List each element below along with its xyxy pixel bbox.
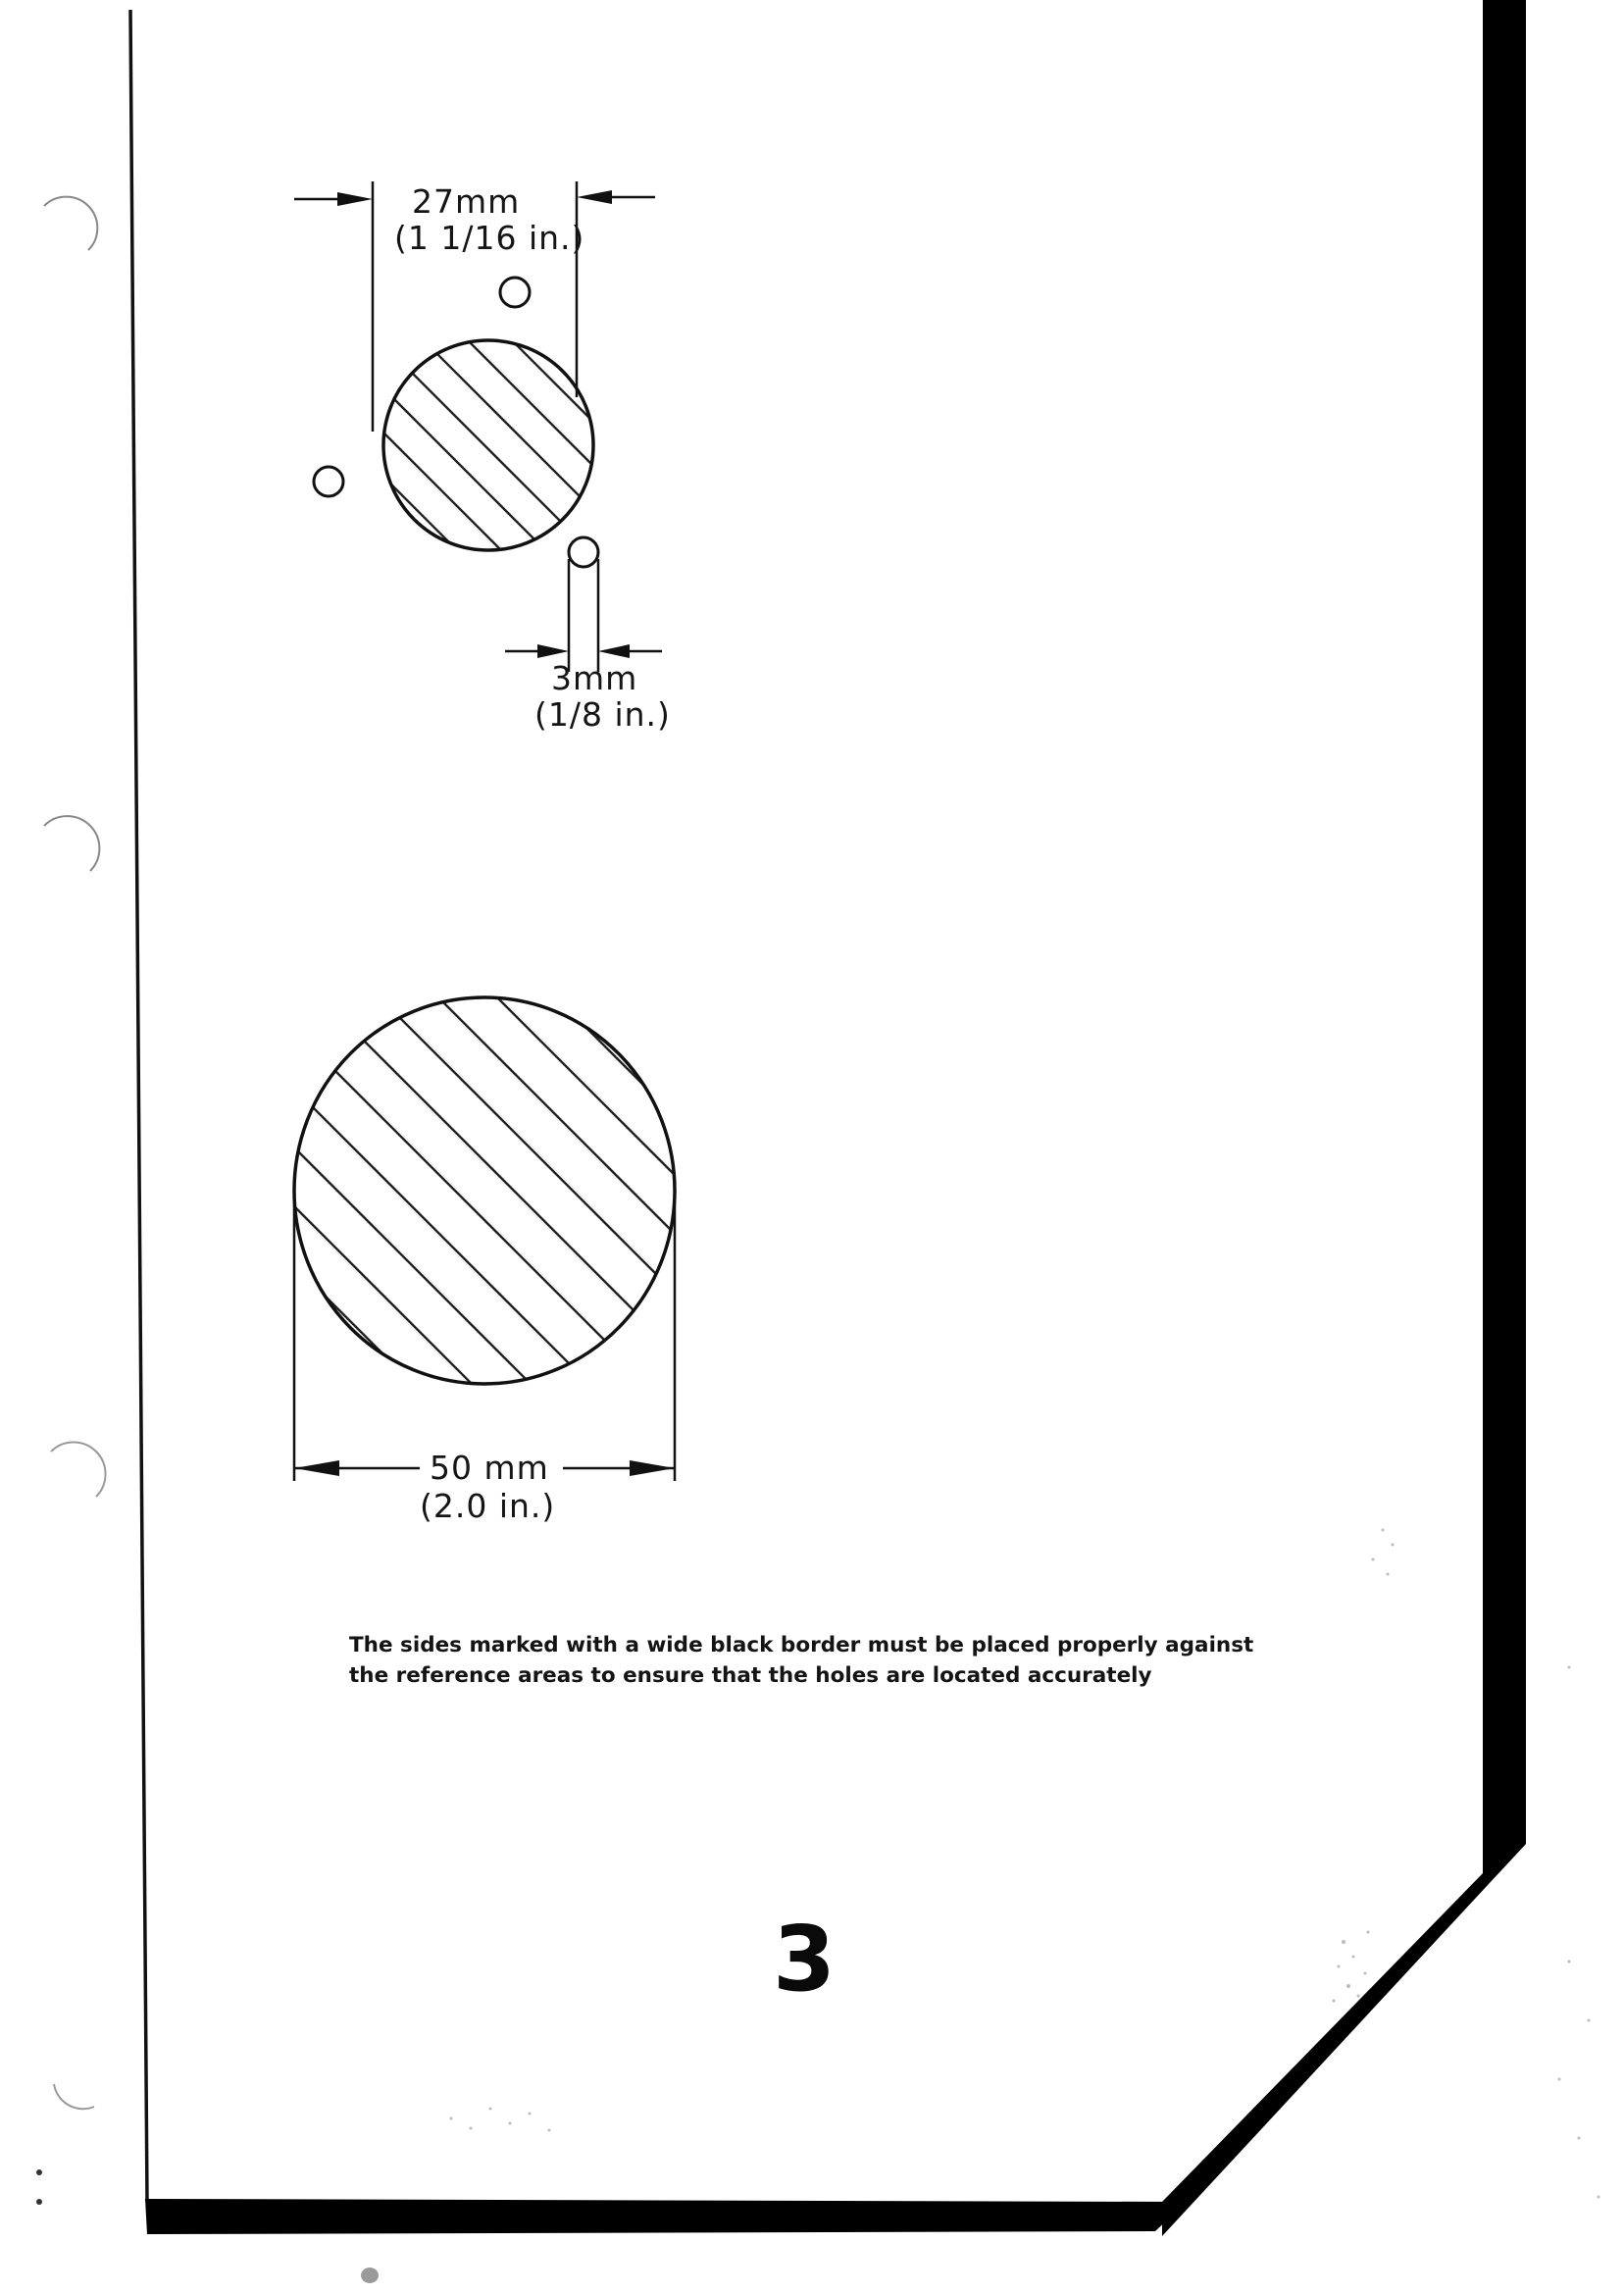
small-width-metric-label: 27mm [412, 182, 521, 221]
reference-border-right [1483, 0, 1526, 1873]
scan-speckle [450, 1529, 1600, 2199]
pin-hole-top [500, 278, 530, 307]
margin-dot [36, 2169, 42, 2175]
small-width-imperial-label: (1 1/16 in.) [394, 219, 585, 257]
binder-hole-1 [44, 197, 97, 250]
left-margin-line [130, 10, 147, 2202]
pin-width-metric-label: 3mm [551, 659, 638, 697]
large-hole-drawing [196, 520, 785, 1814]
scan-blot [361, 2268, 379, 2283]
placement-note [349, 1630, 1310, 1691]
large-width-metric-label: 50 mm [430, 1449, 549, 1487]
large-width-imperial-label: (2.0 in.) [420, 1487, 556, 1525]
placement-note-line-1: The sides marked with a wide black border must be placed properly against [349, 1633, 1254, 1657]
reference-border-chamfer [1162, 1844, 1526, 2236]
small-hole-circle [383, 340, 593, 550]
page-number: 3 [772, 1907, 836, 2012]
margin-dot-2 [36, 2199, 42, 2205]
binder-hole-3 [51, 1442, 106, 1497]
large-hole-circle [294, 997, 675, 1384]
placement-note-line-2: the reference areas to ensure that the holes are located accurately [349, 1663, 1152, 1688]
reference-border-bottom [145, 2199, 1187, 2234]
binder-hole-4 [54, 2084, 94, 2109]
pin-hole-left [314, 467, 343, 496]
pin-width-imperial-label: (1/8 in.) [534, 695, 671, 734]
pin-hole-bottom [569, 537, 598, 567]
binder-hole-2 [44, 816, 99, 871]
